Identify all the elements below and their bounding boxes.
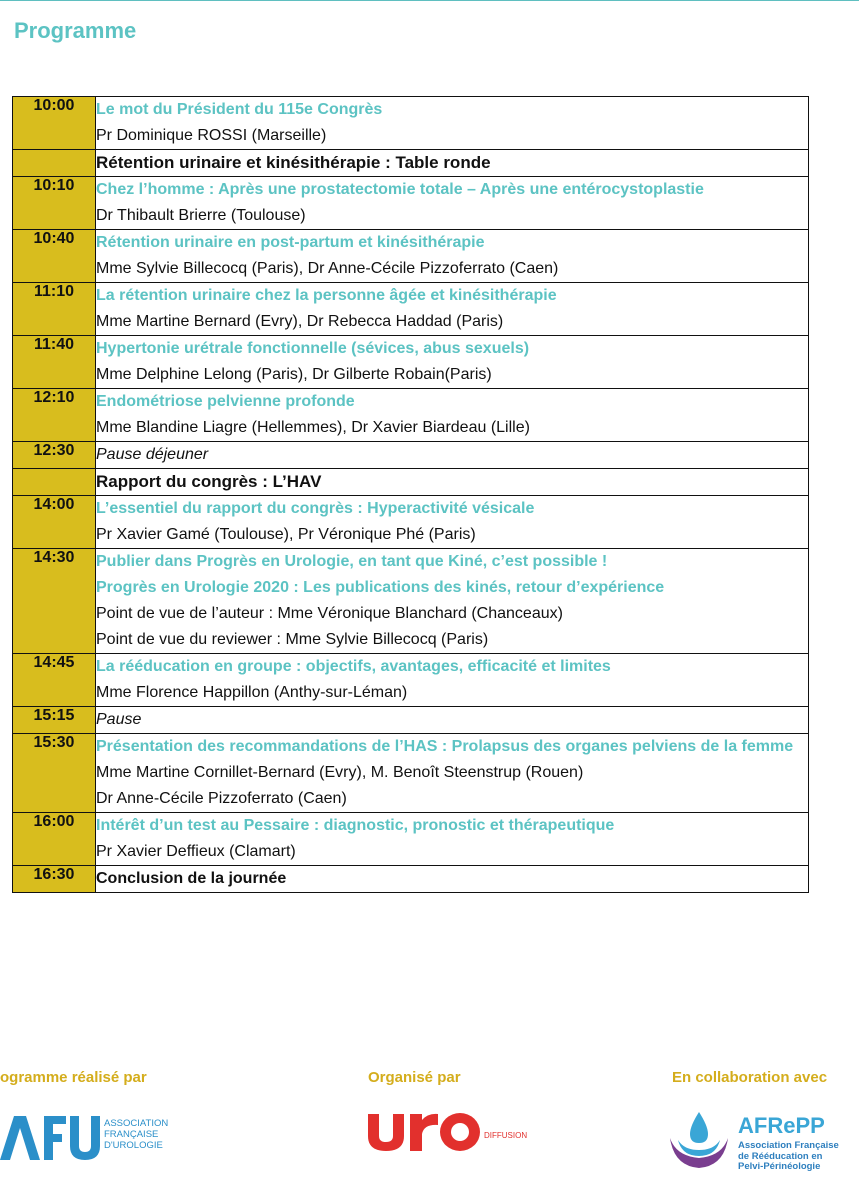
speaker-line: Dr Thibault Brierre (Toulouse) [96, 207, 306, 224]
footer-organise-label: Organisé par [368, 1069, 461, 1086]
session-title: Le mot du Président du 115e Congrès [96, 101, 383, 118]
speaker-line: Pr Xavier Gamé (Toulouse), Pr Véronique Phé (Paris) [96, 526, 476, 543]
session-content [96, 654, 809, 707]
programme-row [13, 707, 809, 734]
programme-row [13, 866, 809, 893]
footer-collab-label: En collaboration avec [672, 1069, 828, 1086]
programme-row [13, 496, 809, 549]
speaker-line: Mme Blandine Liagre (Hellemmes), Dr Xavier Biardeau (Lille) [96, 419, 530, 436]
session-time: 14:30 [13, 549, 96, 654]
programme-row [13, 336, 809, 389]
speaker-line: Point de vue du reviewer : Mme Sylvie Billecocq (Paris) [96, 631, 489, 648]
footer-realise-label: ogramme réalisé par [0, 1069, 147, 1086]
session-title: Endométriose pelvienne profonde [96, 393, 355, 410]
top-rule [0, 0, 859, 1]
conclusion-label: Conclusion de la journée [96, 870, 287, 887]
session-content [96, 230, 809, 283]
session-title: Intérêt d’un test au Pessaire : diagnostic, pronostic et thérapeutique [96, 817, 615, 834]
session-content [96, 336, 809, 389]
session-content [96, 442, 809, 469]
session-time: 10:10 [13, 177, 96, 230]
session-content [96, 97, 809, 150]
session-content [96, 866, 809, 893]
speaker-line: Dr Anne-Cécile Pizzoferrato (Caen) [96, 790, 347, 807]
session-content [96, 496, 809, 549]
programme-row [13, 150, 809, 177]
afrepp-name: AFRePP [738, 1113, 825, 1138]
session-time: 15:30 [13, 734, 96, 813]
session-time: 11:10 [13, 283, 96, 336]
speaker-line: Mme Florence Happillon (Anthy-sur-Léman) [96, 684, 408, 701]
uro-logo [366, 1110, 482, 1152]
session-content [96, 283, 809, 336]
programme-row [13, 442, 809, 469]
programme-row [13, 654, 809, 707]
session-title: Présentation des recommandations de l’HAS : Prolapsus des organes pelviens de la femme [96, 738, 794, 755]
section-heading: Rapport du congrès : L’HAV [96, 472, 322, 491]
speaker-line: Mme Delphine Lelong (Paris), Dr Gilberte Robain(Paris) [96, 366, 492, 383]
session-time: 15:15 [13, 707, 96, 734]
session-content [96, 734, 809, 813]
session-content [96, 469, 809, 496]
session-time [13, 469, 96, 496]
session-title: La rétention urinaire chez la personne âgée et kinésithérapie [96, 287, 557, 304]
page-title: Programme [14, 18, 137, 43]
session-time: 12:10 [13, 389, 96, 442]
afu-subtitle: ASSOCIATION FRANÇAISE D'UROLOGIE [104, 1118, 169, 1151]
session-content [96, 389, 809, 442]
session-content [96, 707, 809, 734]
session-time: 16:00 [13, 813, 96, 866]
session-content [96, 813, 809, 866]
programme-row [13, 734, 809, 813]
session-time: 16:30 [13, 866, 96, 893]
uro-subtitle: DIFFUSION [484, 1131, 528, 1140]
session-time: 14:45 [13, 654, 96, 707]
afrepp-subtitle: Association Française de Rééducation en Pelvi-Périnéologie [738, 1140, 839, 1172]
session-content [96, 150, 809, 177]
afu-logo [0, 1110, 100, 1166]
speaker-line: Pr Dominique ROSSI (Marseille) [96, 127, 327, 144]
speaker-line: Mme Martine Bernard (Evry), Dr Rebecca Haddad (Paris) [96, 313, 504, 330]
programme-row [13, 97, 809, 150]
session-title: L’essentiel du rapport du congrès : Hyperactivité vésicale [96, 500, 535, 517]
programme-row [13, 469, 809, 496]
session-content [96, 549, 809, 654]
programme-row [13, 177, 809, 230]
programme-row [13, 283, 809, 336]
session-title: Hypertonie urétrale fonctionnelle (sévices, abus sexuels) [96, 340, 530, 357]
programme-row [13, 549, 809, 654]
session-time: 12:30 [13, 442, 96, 469]
section-heading: Rétention urinaire et kinésithérapie : Table ronde [96, 153, 491, 172]
programme-row [13, 813, 809, 866]
session-title: La rééducation en groupe : objectifs, avantages, efficacité et limites [96, 658, 611, 675]
session-title: Publier dans Progrès en Urologie, en tant que Kiné, c’est possible ! [96, 553, 608, 570]
session-time: 10:40 [13, 230, 96, 283]
session-time: 11:40 [13, 336, 96, 389]
session-content [96, 177, 809, 230]
speaker-line: Mme Sylvie Billecocq (Paris), Dr Anne-Cécile Pizzoferrato (Caen) [96, 260, 559, 277]
speaker-line: Point de vue de l’auteur : Mme Véronique Blanchard (Chanceaux) [96, 605, 563, 622]
session-title: Rétention urinaire en post-partum et kinésithérapie [96, 234, 485, 251]
afrepp-logo [664, 1108, 734, 1174]
programme-row [13, 230, 809, 283]
speaker-line: Pr Xavier Deffieux (Clamart) [96, 843, 296, 860]
session-time: 10:00 [13, 97, 96, 150]
programme-table [12, 96, 809, 893]
speaker-line: Mme Martine Cornillet-Bernard (Evry), M. Benoît Steenstrup (Rouen) [96, 764, 584, 781]
break-label: Pause [96, 711, 142, 728]
session-time [13, 150, 96, 177]
break-label: Pause déjeuner [96, 446, 209, 463]
programme-row [13, 389, 809, 442]
session-title: Progrès en Urologie 2020 : Les publications des kinés, retour d’expérience [96, 579, 665, 596]
session-title: Chez l’homme : Après une prostatectomie totale – Après une entérocystoplastie [96, 181, 704, 198]
session-time: 14:00 [13, 496, 96, 549]
